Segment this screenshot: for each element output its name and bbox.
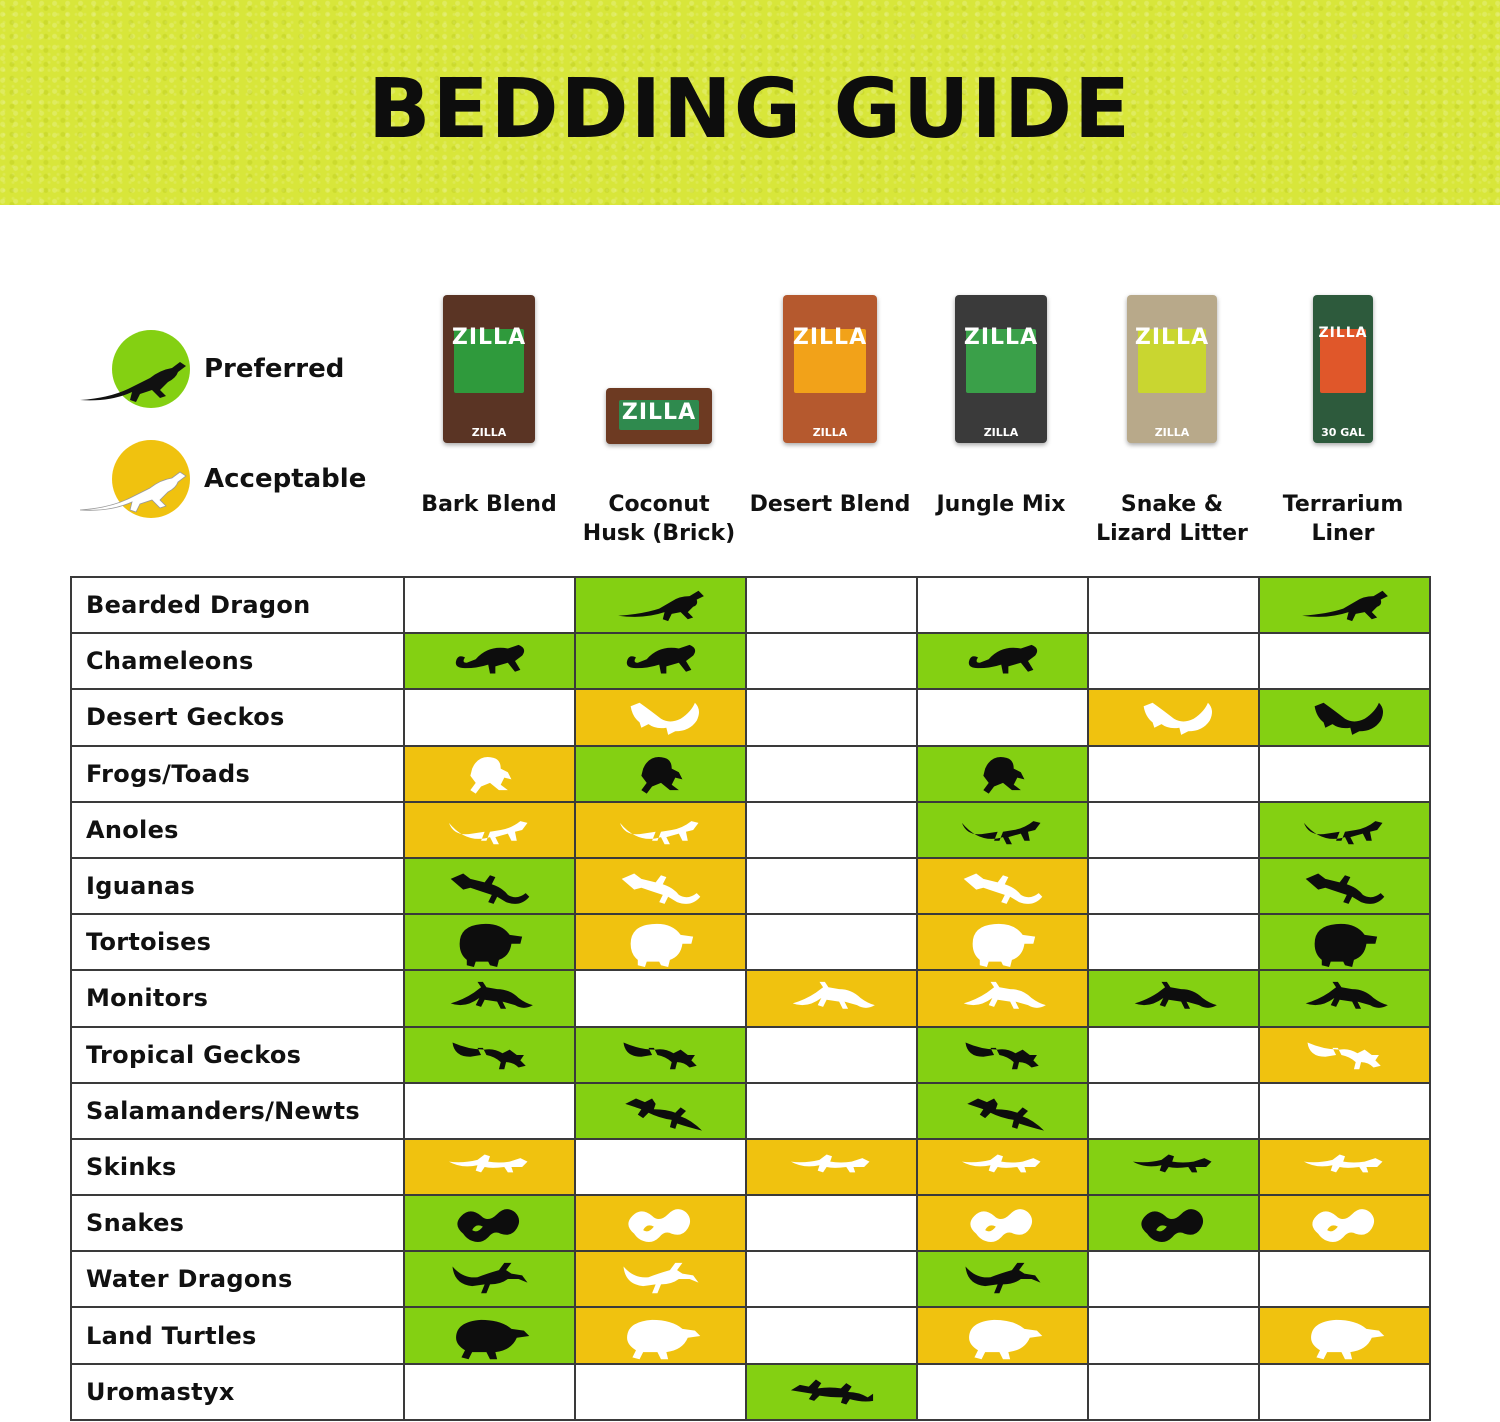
animal-name: Skinks xyxy=(71,1139,404,1195)
rating-cell-empty xyxy=(746,1083,917,1139)
rating-cell-empty xyxy=(1259,633,1430,689)
anole-icon xyxy=(611,805,711,855)
animal-name: Bearded Dragon xyxy=(71,577,404,633)
rating-cell-preferred xyxy=(1259,858,1430,914)
animal-name: Uromastyx xyxy=(71,1364,404,1420)
rating-cell-preferred xyxy=(1259,970,1430,1026)
acceptable-swatch xyxy=(112,440,190,518)
rating-cell-acceptable xyxy=(1259,1195,1430,1251)
rating-cell-acceptable xyxy=(746,970,917,1026)
rating-cell-empty xyxy=(1259,1251,1430,1307)
rating-cell-acceptable xyxy=(575,1195,746,1251)
rating-cell-empty xyxy=(1088,1307,1259,1363)
rating-cell-preferred xyxy=(917,746,1088,802)
rating-cell-empty xyxy=(1088,1364,1259,1420)
page-title: BEDDING GUIDE xyxy=(367,62,1133,157)
skink-icon xyxy=(1295,1142,1395,1192)
snake-icon xyxy=(953,1198,1053,1248)
animal-name: Monitors xyxy=(71,970,404,1026)
frog-icon xyxy=(953,749,1053,799)
tropical-gecko-icon xyxy=(611,1030,711,1080)
product-brand: ZILLA xyxy=(792,325,868,350)
anole-icon xyxy=(953,805,1053,855)
rating-cell-acceptable xyxy=(917,914,1088,970)
rating-cell-acceptable xyxy=(917,1139,1088,1195)
product-name: Desert Blend xyxy=(749,492,911,517)
rating-cell-empty xyxy=(746,689,917,745)
rating-cell-acceptable xyxy=(746,1139,917,1195)
tortoise-icon xyxy=(440,917,540,967)
rating-cell-preferred xyxy=(404,970,575,1026)
animal-name: Anoles xyxy=(71,802,404,858)
product-footer: ZILLA xyxy=(812,426,848,439)
rating-cell-empty xyxy=(404,1364,575,1420)
table-row xyxy=(71,746,1430,802)
rating-cell-acceptable xyxy=(404,746,575,802)
table-row xyxy=(71,858,1430,914)
legend-acceptable xyxy=(80,440,366,518)
product-image xyxy=(1127,295,1217,443)
rating-cell-empty xyxy=(746,1251,917,1307)
rating-cell-preferred xyxy=(917,633,1088,689)
tropical-gecko-icon xyxy=(1295,1030,1395,1080)
lizard-icon xyxy=(80,348,192,408)
desert-gecko-icon xyxy=(1295,692,1395,742)
rating-cell-preferred xyxy=(1088,1195,1259,1251)
rating-cell-preferred xyxy=(404,914,575,970)
rating-cell-preferred xyxy=(404,1251,575,1307)
table-row xyxy=(71,577,1430,633)
product-image xyxy=(783,295,877,443)
rating-cell-empty xyxy=(1088,1251,1259,1307)
rating-cell-preferred xyxy=(404,633,575,689)
rating-cell-acceptable xyxy=(404,802,575,858)
rating-cell-acceptable xyxy=(575,689,746,745)
animal-name: Salamanders/Newts xyxy=(71,1083,404,1139)
skink-icon xyxy=(782,1142,882,1192)
desert-gecko-icon xyxy=(611,692,711,742)
lizard-icon xyxy=(80,458,192,518)
iguana-icon xyxy=(953,861,1053,911)
rating-cell-empty xyxy=(1088,746,1259,802)
monitor-icon xyxy=(953,973,1053,1023)
compatibility-table xyxy=(70,576,1431,1421)
product-brand: ZILLA xyxy=(963,325,1039,350)
product-name: Snake & Lizard Litter xyxy=(1096,492,1248,546)
rating-cell-preferred xyxy=(575,1027,746,1083)
rating-cell-preferred xyxy=(404,1195,575,1251)
water-dragon-icon xyxy=(611,1254,711,1304)
rating-cell-empty xyxy=(917,689,1088,745)
skink-icon xyxy=(953,1142,1053,1192)
water-dragon-icon xyxy=(440,1254,540,1304)
monitor-icon xyxy=(440,973,540,1023)
rating-cell-empty xyxy=(575,970,746,1026)
product-brand: ZILLA xyxy=(451,325,527,350)
rating-cell-acceptable xyxy=(575,802,746,858)
rating-cell-empty xyxy=(404,577,575,633)
rating-cell-empty xyxy=(746,858,917,914)
product-footer: ZILLA xyxy=(1154,426,1190,439)
rating-cell-preferred xyxy=(404,1307,575,1363)
rating-cell-empty xyxy=(1088,802,1259,858)
monitor-icon xyxy=(1295,973,1395,1023)
rating-cell-acceptable xyxy=(404,1139,575,1195)
rating-cell-acceptable xyxy=(917,858,1088,914)
animal-name: Tropical Geckos xyxy=(71,1027,404,1083)
product-name: Coconut Husk (Brick) xyxy=(582,492,736,546)
rating-cell-empty xyxy=(746,577,917,633)
tortoise-icon xyxy=(1295,917,1395,967)
product-brand: ZILLA xyxy=(1318,325,1368,341)
table-row xyxy=(71,970,1430,1026)
rating-cell-preferred xyxy=(1259,802,1430,858)
rating-cell-empty xyxy=(404,1083,575,1139)
rating-cell-empty xyxy=(404,689,575,745)
rating-cell-empty xyxy=(746,802,917,858)
tortoise-icon xyxy=(611,917,711,967)
product-image xyxy=(443,295,535,443)
bearded-dragon-icon xyxy=(1295,580,1395,630)
rating-cell-empty xyxy=(746,1307,917,1363)
table-row xyxy=(71,914,1430,970)
rating-cell-empty xyxy=(1259,1083,1430,1139)
table-row xyxy=(71,689,1430,745)
water-dragon-icon xyxy=(953,1254,1053,1304)
table-row xyxy=(71,1083,1430,1139)
animal-name: Water Dragons xyxy=(71,1251,404,1307)
preferred-swatch xyxy=(112,330,190,408)
rating-cell-empty xyxy=(1088,1027,1259,1083)
iguana-icon xyxy=(1295,861,1395,911)
snake-icon xyxy=(611,1198,711,1248)
rating-cell-empty xyxy=(1259,1364,1430,1420)
rating-cell-preferred xyxy=(917,802,1088,858)
rating-cell-empty xyxy=(1088,577,1259,633)
rating-cell-empty xyxy=(746,633,917,689)
snake-icon xyxy=(440,1198,540,1248)
snake-icon xyxy=(1124,1198,1224,1248)
iguana-icon xyxy=(440,861,540,911)
product-name: Bark Blend xyxy=(421,492,557,517)
rating-cell-acceptable xyxy=(575,858,746,914)
legend-preferred xyxy=(80,330,344,408)
animal-name: Iguanas xyxy=(71,858,404,914)
table-row xyxy=(71,802,1430,858)
tropical-gecko-icon xyxy=(440,1030,540,1080)
bearded-dragon-icon xyxy=(611,580,711,630)
rating-cell-preferred xyxy=(404,1027,575,1083)
table-row xyxy=(71,1307,1430,1363)
table-row xyxy=(71,1027,1430,1083)
animal-name: Desert Geckos xyxy=(71,689,404,745)
rating-cell-acceptable xyxy=(917,1195,1088,1251)
table-row xyxy=(71,1195,1430,1251)
snake-icon xyxy=(1295,1198,1395,1248)
rating-cell-empty xyxy=(917,577,1088,633)
rating-cell-preferred xyxy=(1259,577,1430,633)
turtle-icon xyxy=(611,1311,711,1361)
chameleon-icon xyxy=(440,636,540,686)
anole-icon xyxy=(1295,805,1395,855)
monitor-icon xyxy=(1124,973,1224,1023)
rating-cell-preferred xyxy=(917,1027,1088,1083)
rating-cell-preferred xyxy=(746,1364,917,1420)
animal-name: Chameleons xyxy=(71,633,404,689)
iguana-icon xyxy=(611,861,711,911)
rating-cell-empty xyxy=(917,1364,1088,1420)
rating-cell-empty xyxy=(1088,1083,1259,1139)
tortoise-icon xyxy=(953,917,1053,967)
frog-icon xyxy=(611,749,711,799)
product-image xyxy=(1313,295,1373,443)
turtle-icon xyxy=(953,1311,1053,1361)
product-brand: ZILLA xyxy=(1134,325,1210,350)
legend-preferred-label: Preferred xyxy=(204,354,345,384)
rating-cell-acceptable xyxy=(917,1307,1088,1363)
salamander-icon xyxy=(953,1086,1053,1136)
rating-cell-empty xyxy=(1259,746,1430,802)
rating-cell-preferred xyxy=(917,1251,1088,1307)
rating-cell-preferred xyxy=(575,577,746,633)
rating-cell-acceptable xyxy=(1259,1027,1430,1083)
product-image xyxy=(606,388,712,444)
frog-icon xyxy=(440,749,540,799)
rating-cell-empty xyxy=(1088,633,1259,689)
product-footer: ZILLA xyxy=(471,426,507,439)
rating-cell-preferred xyxy=(1259,914,1430,970)
rating-cell-acceptable xyxy=(917,970,1088,1026)
rating-cell-preferred xyxy=(575,1083,746,1139)
rating-cell-empty xyxy=(1088,858,1259,914)
monitor-icon xyxy=(782,973,882,1023)
animal-name: Snakes xyxy=(71,1195,404,1251)
rating-cell-empty xyxy=(575,1139,746,1195)
turtle-icon xyxy=(440,1311,540,1361)
rating-cell-preferred xyxy=(917,1083,1088,1139)
rating-cell-acceptable xyxy=(1259,1307,1430,1363)
rating-cell-preferred xyxy=(1259,689,1430,745)
rating-cell-empty xyxy=(746,746,917,802)
rating-cell-empty xyxy=(746,914,917,970)
rating-cell-acceptable xyxy=(1088,689,1259,745)
rating-cell-preferred xyxy=(575,633,746,689)
rating-cell-preferred xyxy=(1088,970,1259,1026)
product-brand: ZILLA xyxy=(621,400,697,425)
animal-name: Land Turtles xyxy=(71,1307,404,1363)
header-banner xyxy=(0,0,1500,205)
anole-icon xyxy=(440,805,540,855)
rating-cell-acceptable xyxy=(575,914,746,970)
rating-cell-preferred xyxy=(1088,1139,1259,1195)
tropical-gecko-icon xyxy=(953,1030,1053,1080)
animal-name: Frogs/Toads xyxy=(71,746,404,802)
rating-cell-empty xyxy=(575,1364,746,1420)
product-footer: ZILLA xyxy=(983,426,1019,439)
uromastyx-icon xyxy=(782,1367,882,1417)
salamander-icon xyxy=(611,1086,711,1136)
turtle-icon xyxy=(1295,1311,1395,1361)
table-row xyxy=(71,1364,1430,1420)
table-row xyxy=(71,1139,1430,1195)
rating-cell-empty xyxy=(746,1027,917,1083)
rating-cell-acceptable xyxy=(1259,1139,1430,1195)
rating-cell-preferred xyxy=(575,746,746,802)
animal-name: Tortoises xyxy=(71,914,404,970)
skink-icon xyxy=(440,1142,540,1192)
skink-icon xyxy=(1124,1142,1224,1192)
rating-cell-empty xyxy=(1088,914,1259,970)
chameleon-icon xyxy=(611,636,711,686)
rating-cell-preferred xyxy=(404,858,575,914)
rating-cell-acceptable xyxy=(575,1251,746,1307)
rating-cell-acceptable xyxy=(575,1307,746,1363)
product-name: Jungle Mix xyxy=(936,492,1066,517)
product-footer: 30 GAL xyxy=(1321,426,1365,439)
table-row xyxy=(71,633,1430,689)
product-image xyxy=(955,295,1047,443)
table-row xyxy=(71,1251,1430,1307)
chameleon-icon xyxy=(953,636,1053,686)
desert-gecko-icon xyxy=(1124,692,1224,742)
rating-cell-empty xyxy=(746,1195,917,1251)
legend-acceptable-label: Acceptable xyxy=(204,464,367,494)
product-name: Terrarium Liner xyxy=(1282,492,1404,546)
